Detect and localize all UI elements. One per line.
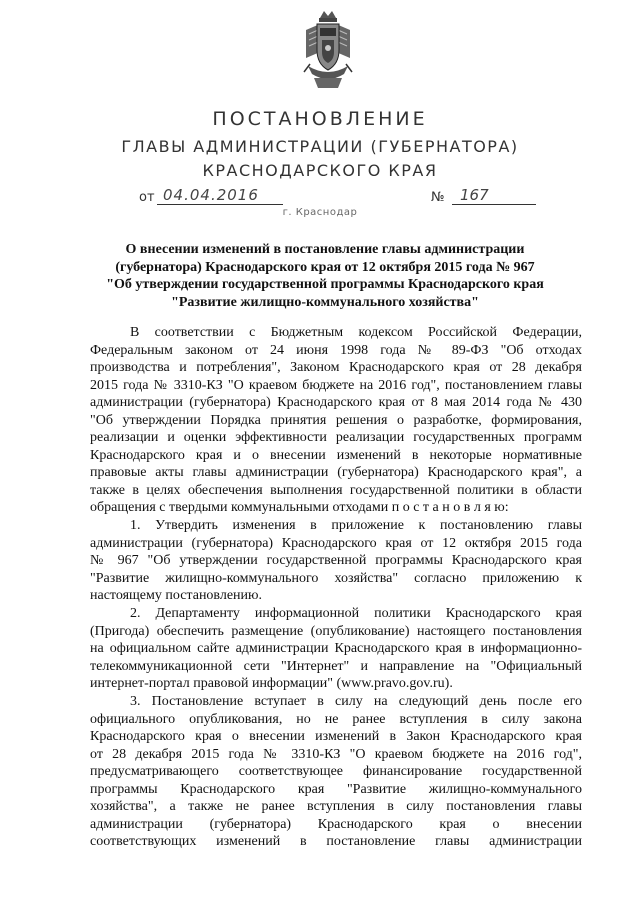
city-label: г. Краснодар	[282, 207, 358, 218]
document-title-line: "Развитие жилищно-коммунального хозяйства"	[171, 294, 479, 310]
document-title	[80, 241, 570, 311]
body-line: "Развитие жилищно-коммунального хозяйства" согласно приложению к	[90, 570, 582, 586]
body-line: Федеральным законом от 24 июня 1998 года № 89-ФЗ "Об отходах	[90, 342, 582, 358]
body-line: телекоммуникационной сети "Интернет" и направление на "Официальный	[90, 658, 582, 674]
body-line: производства и потребления", Законом Краснодарского края от 28 декабря	[90, 360, 582, 375]
body-line: 1. Утвердить изменения в приложение к постановлению главы	[130, 518, 582, 533]
clause-1-paragraph	[90, 517, 582, 605]
number-prefix: №	[431, 190, 445, 205]
document-title-line: "Об утверждении государственной программы Краснодарского края	[106, 277, 544, 292]
body-line: обращения с твердыми коммунальными отходами п о с т а н о в л я ю:	[90, 500, 509, 515]
body-line: правовые акты главы администрации (губернатора) Краснодарского края", а	[90, 465, 582, 480]
coat-of-arms-emblem	[300, 8, 356, 94]
body-line: (Пригода) обеспечить размещение (опубликование) настоящего постановления	[90, 623, 582, 639]
document-type-heading: ПОСТАНОВЛЕНИЕ	[212, 108, 428, 130]
date-prefix: от	[139, 190, 155, 205]
body-line: интернет-портал правовой информации" (www.pravo.gov.ru).	[90, 676, 453, 691]
clause-2-paragraph	[90, 605, 582, 693]
body-line: программы Краснодарского края "Развитие жилищно-коммунального	[90, 781, 582, 797]
body-line: администрации (губернатора) Краснодарского края о внесении	[90, 816, 582, 832]
body-line: официального опубликования, но не ранее вступления в силу закона	[90, 711, 582, 727]
body-line: от 28 декабря 2015 года № 3310-КЗ "О краевом бюджете на 2016 год",	[90, 746, 582, 762]
document-number: 167	[452, 186, 536, 205]
body-line: также в целях обеспечения выполнения государственной политики в области	[90, 482, 582, 498]
body-line: администрации (губернатора) Краснодарского края от 8 мая 2014 года № 430	[90, 395, 582, 410]
issuer-heading-line-2: КРАСНОДАРСКОГО КРАЯ	[202, 161, 438, 180]
body-line: 2015 года № 3310-КЗ "О краевом бюджете на 2016 год", постановлением главы	[90, 377, 582, 393]
body-line: 2. Департаменту информационной политики Краснодарского края	[130, 606, 582, 621]
body-line: администрации (губернатора) Краснодарского края от 12 октября 2015 года	[90, 535, 582, 551]
body-line: В соответствии с Бюджетным кодексом Российской Федерации,	[130, 325, 582, 340]
body-line: Краснодарского края и о внесении изменений в некоторые нормативные	[90, 447, 582, 463]
issuer-heading-line-1: ГЛАВЫ АДМИНИСТРАЦИИ (ГУБЕРНАТОРА)	[121, 137, 519, 156]
document-date: 04.04.2016	[157, 186, 283, 205]
body-line: настоящему постановлению.	[90, 588, 262, 603]
clause-3-paragraph	[90, 693, 582, 851]
body-line: хозяйства", а также не ранее вступления в силу постановления главы	[90, 799, 582, 814]
body-line: № 967 "Об утверждении государственной программы Краснодарского края	[90, 553, 582, 568]
body-line: предусматривающего соответствующее финансирование государственной	[90, 764, 582, 779]
body-line: реализации и оценки эффективности реализации государственных программ	[90, 430, 582, 445]
document-title-line: (губернатора) Краснодарского края от 12 октября 2015 года № 967	[115, 259, 535, 275]
preamble-paragraph	[90, 324, 582, 517]
body-line: на официальном сайте администрации Краснодарского края в информационно-	[90, 641, 582, 656]
body-line: Краснодарского края о внесении изменений в Закон Краснодарского края	[90, 729, 582, 744]
body-line: соответствующих изменений в постановление главы администрации	[90, 834, 582, 849]
body-line: 3. Постановление вступает в силу на следующий день после его	[130, 694, 582, 709]
body-line: "Об утверждении Порядка принятия решения о разработке, формирования,	[90, 412, 582, 428]
document-title-line: О внесении изменений в постановление главы администрации	[125, 242, 525, 257]
